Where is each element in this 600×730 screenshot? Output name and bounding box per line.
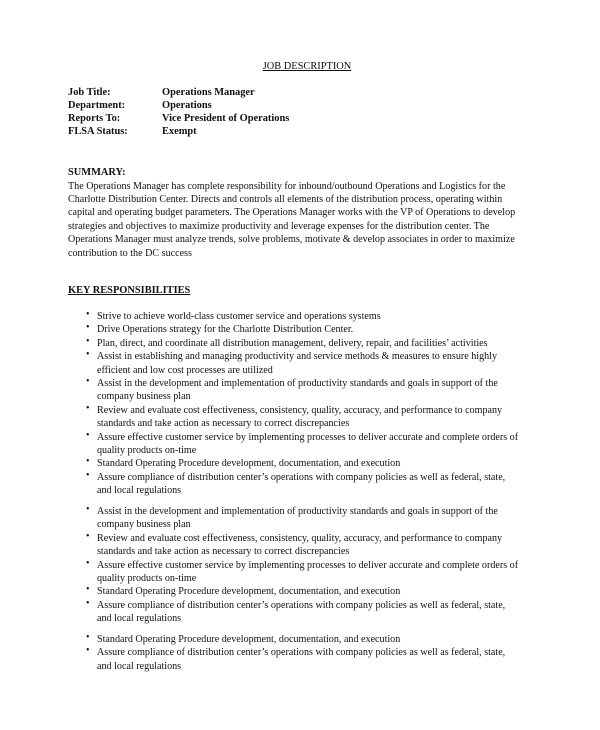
info-row-flsa-status xyxy=(68,125,289,138)
info-row-job-title xyxy=(68,86,289,99)
responsibility-item xyxy=(86,505,546,532)
responsibility-line: standards and take action as necessary to correct discrepancies xyxy=(97,546,350,558)
info-value: Exempt xyxy=(162,126,197,137)
responsibility-item xyxy=(86,585,546,598)
responsibility-line: • Strive to achieve world-class customer service and operations systems xyxy=(97,311,381,322)
responsibilities-list-2 xyxy=(86,505,546,626)
responsibility-line: • Assure compliance of distribution center’s operations with company policies as well as federal, state, xyxy=(97,599,506,611)
responsibility-line: • Assist in establishing and managing productivity and service methods & measures to ensure highly xyxy=(97,351,498,363)
responsibility-item xyxy=(86,646,546,673)
summary-heading: SUMMARY: xyxy=(68,167,126,178)
responsibility-item xyxy=(86,337,546,350)
responsibility-line: • Review and evaluate cost effectiveness, consistency, quality, accuracy, and performance to company xyxy=(97,532,503,544)
responsibility-item xyxy=(86,559,546,586)
summary-line: Operations Manager must analyze trends, solve problems, motivate & develop associates in order to maximize xyxy=(68,234,515,246)
responsibility-item xyxy=(86,431,546,458)
summary-section xyxy=(68,166,548,260)
info-row-department xyxy=(68,99,289,112)
responsibilities-list-1 xyxy=(86,310,546,498)
responsibility-line: quality products on-time xyxy=(97,573,197,585)
responsibility-item xyxy=(86,350,546,377)
responsibility-line: • Assure effective customer service by implementing processes to deliver accurate and complete orders of xyxy=(97,431,519,443)
responsibility-line: company business plan xyxy=(97,519,191,531)
responsibility-line: • Assist in the development and implementation of productivity standards and goals in support of the xyxy=(97,378,498,390)
responsibility-line: and local regulations xyxy=(97,660,182,672)
summary-line: contribution to the DC success xyxy=(68,247,192,259)
info-label: Job Title: xyxy=(68,87,111,98)
info-label: FLSA Status: xyxy=(68,126,128,137)
summary-line: The Operations Manager has complete responsibility for inbound/outbound Operations and Logistics for the xyxy=(68,180,506,192)
responsibility-item xyxy=(86,310,546,323)
responsibility-line: and local regulations xyxy=(97,485,182,497)
responsibility-item xyxy=(86,457,546,470)
info-value: Operations xyxy=(162,100,212,111)
info-label: Reports To: xyxy=(68,113,121,124)
info-value: Operations Manager xyxy=(162,87,255,98)
responsibility-item xyxy=(86,323,546,336)
info-row-reports-to xyxy=(68,112,289,125)
responsibility-item xyxy=(86,599,546,626)
responsibility-line: standards and take action as necessary to correct discrepancies xyxy=(97,418,350,430)
responsibility-line: • Plan, direct, and coordinate all distribution management, delivery, repair, and facilities’ activities xyxy=(97,337,488,349)
info-value: Vice President of Operations xyxy=(162,113,290,124)
job-info-block xyxy=(68,86,289,138)
summary-line: Charlotte Distribution Center. Directs and controls all elements of the distribution process, operating within xyxy=(68,193,503,205)
responsibility-item xyxy=(86,404,546,431)
responsibility-line: • Standard Operating Procedure development, documentation, and execution xyxy=(97,634,401,645)
responsibility-line: • Standard Operating Procedure development, documentation, and execution xyxy=(97,586,401,598)
responsibility-line: • Standard Operating Procedure development, documentation, and execution xyxy=(97,458,401,470)
responsibility-item xyxy=(86,471,546,498)
document-title: JOB DESCRIPTION xyxy=(262,61,352,72)
responsibility-line: • Review and evaluate cost effectiveness, consistency, quality, accuracy, and performance to company xyxy=(97,404,503,416)
responsibility-item xyxy=(86,633,546,646)
info-label: Department: xyxy=(68,100,126,111)
responsibility-line: • Assure compliance of distribution center’s operations with company policies as well as federal, state, xyxy=(97,647,506,659)
responsibility-line: • Assure effective customer service by implementing processes to deliver accurate and complete orders of xyxy=(97,559,519,571)
summary-text xyxy=(68,180,548,260)
responsibility-line: • Drive Operations strategy for the Charlotte Distribution Center. xyxy=(97,324,354,336)
responsibility-item xyxy=(86,532,546,559)
responsibility-line: • Assist in the development and implementation of productivity standards and goals in support of the xyxy=(97,506,498,517)
summary-line: capital and operating budget parameters. The Operations Manager works with the VP of Operations to develop xyxy=(68,207,516,219)
key-responsibilities-heading: KEY RESPONSIBILITIES xyxy=(68,285,191,296)
responsibility-line: quality products on-time xyxy=(97,445,197,457)
responsibility-line: efficient and low cost processes are utilized xyxy=(97,364,273,376)
responsibility-item xyxy=(86,377,546,404)
responsibility-line: • Assure compliance of distribution center’s operations with company policies as well as federal, state, xyxy=(97,471,506,483)
responsibility-line: company business plan xyxy=(97,391,191,403)
responsibility-line: and local regulations xyxy=(97,613,182,625)
summary-line: strategies and objectives to maximize productivity and leverage expenses for the distribution center. The xyxy=(68,220,490,232)
responsibilities-list-3 xyxy=(86,633,546,673)
